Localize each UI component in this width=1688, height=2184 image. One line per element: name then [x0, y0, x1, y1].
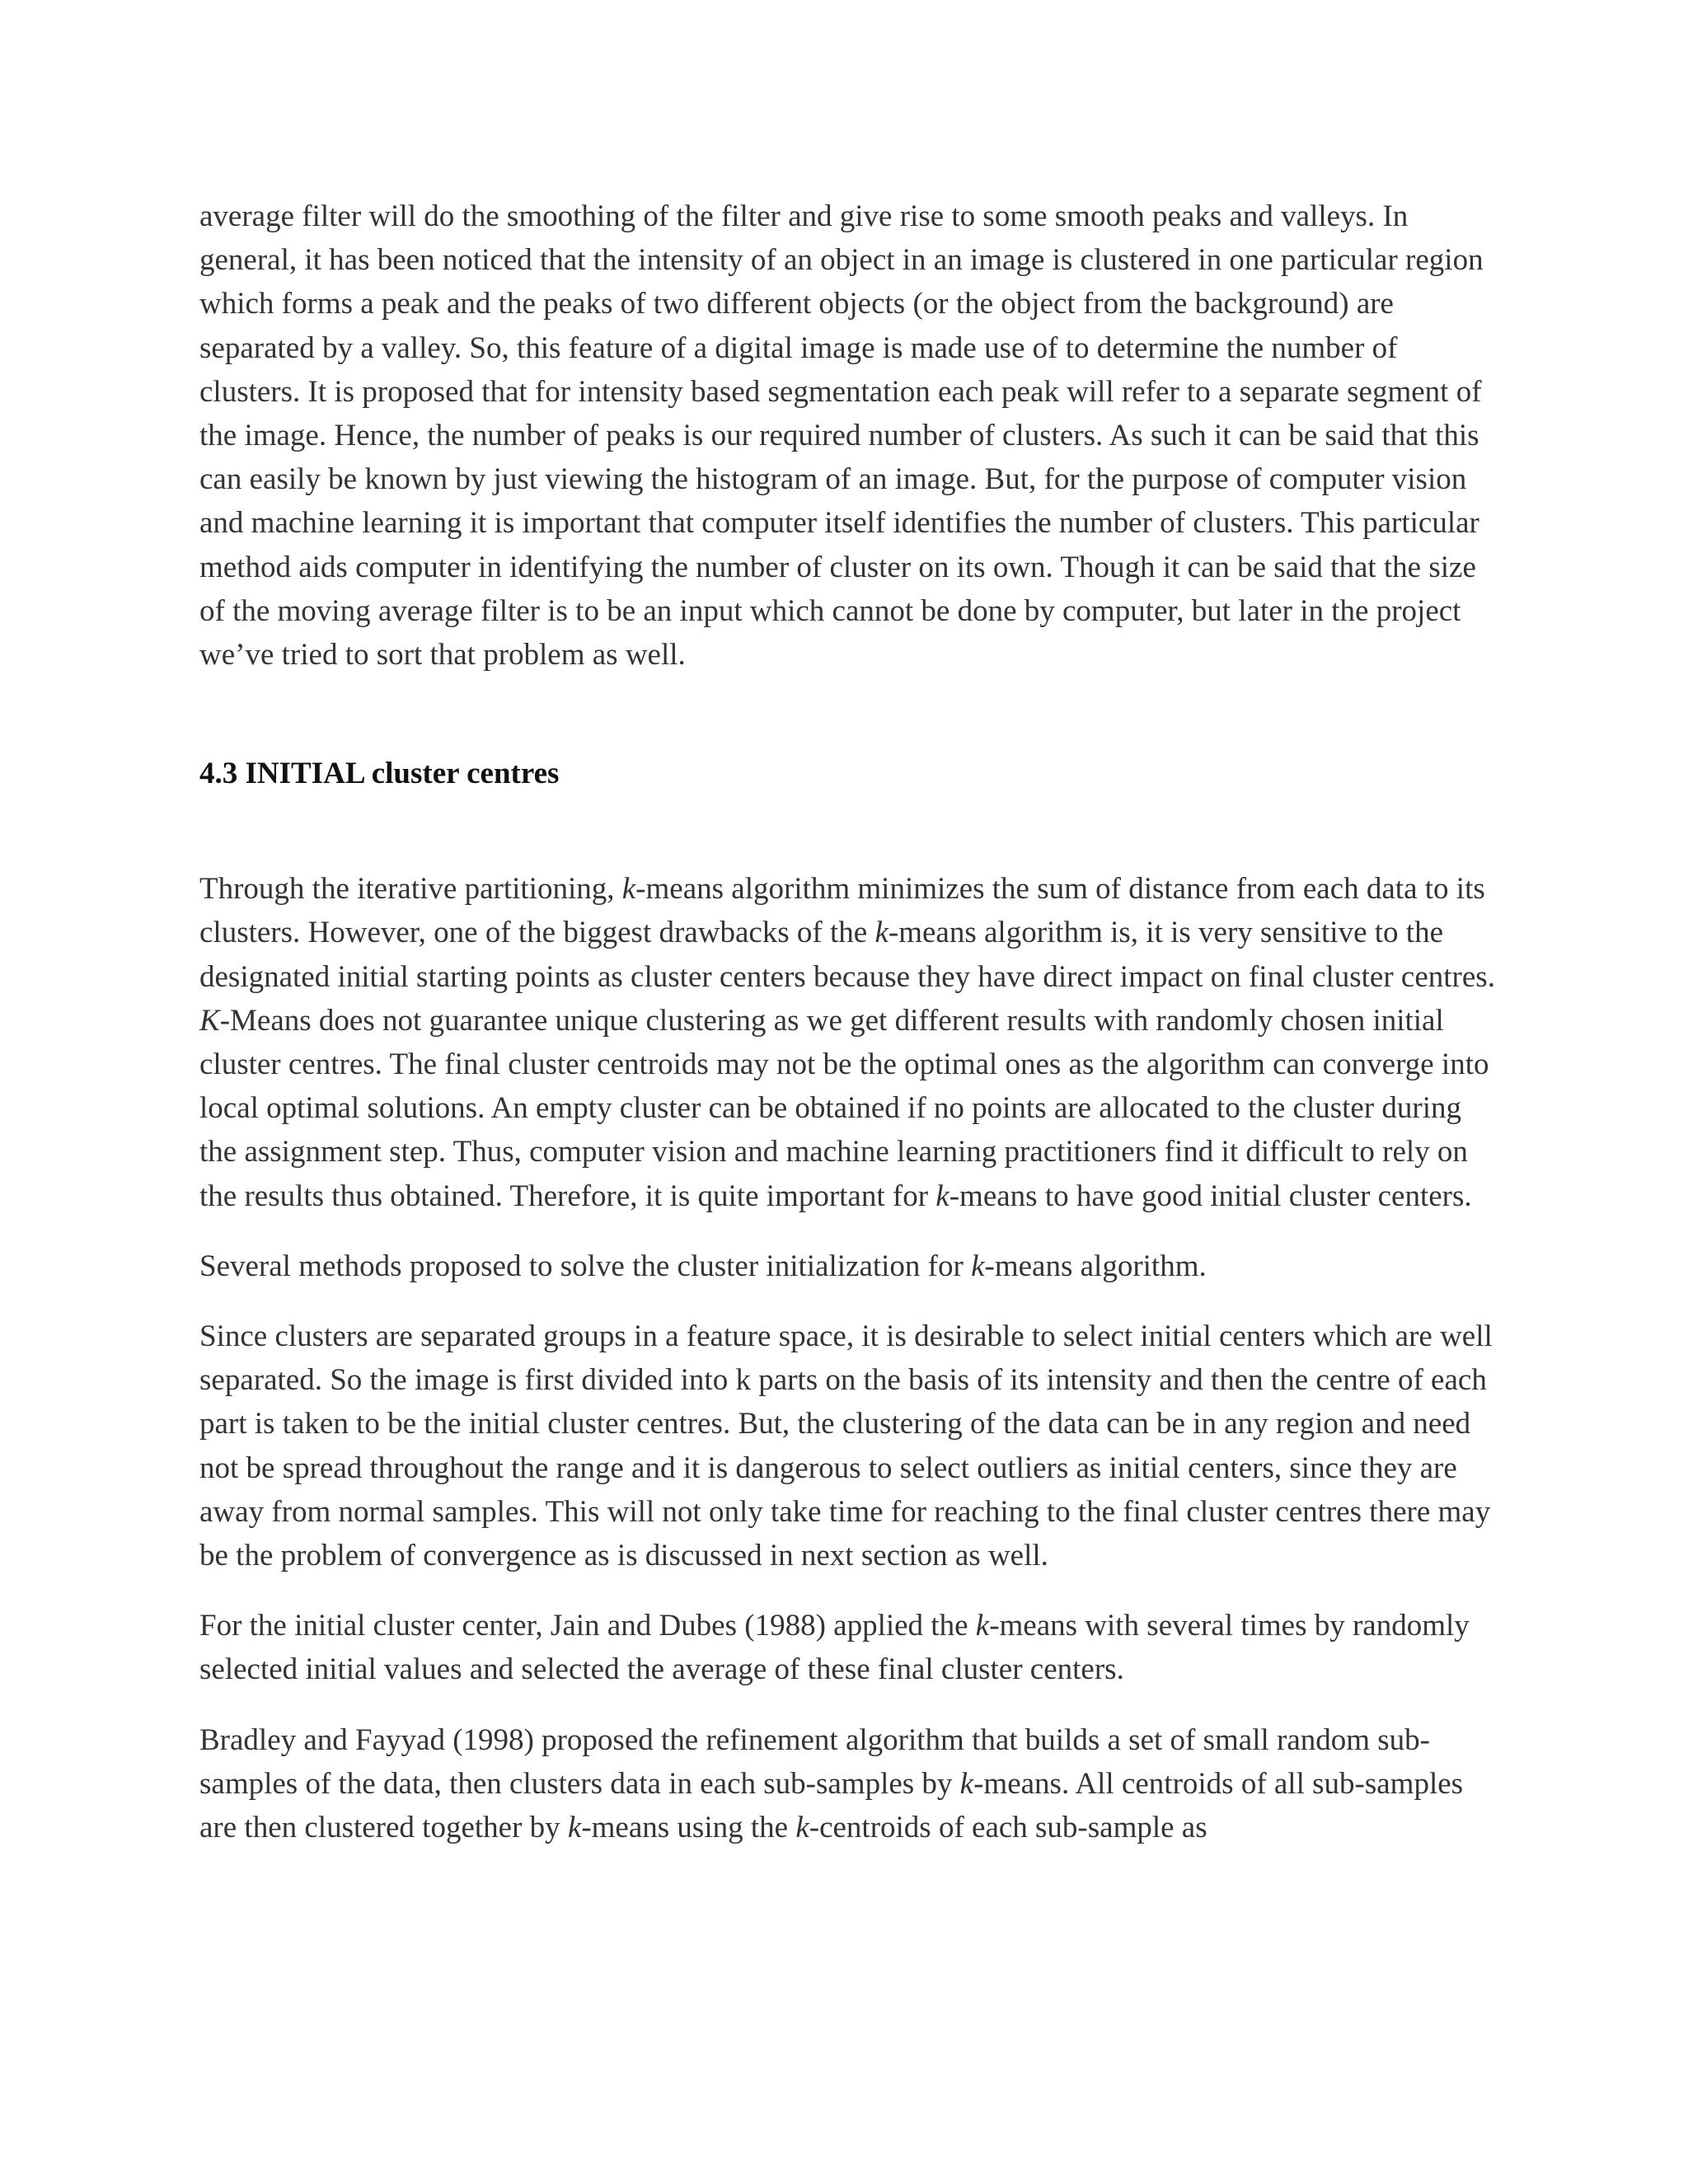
text-run: -means to have good initial cluster centers.: [949, 1179, 1472, 1213]
paragraph-bradley-fayyad: [199, 1718, 1502, 1850]
text-run: -means. All centroids of all sub-samples are then clustered together by: [199, 1766, 1464, 1845]
paragraph-several-methods: [199, 1244, 1502, 1288]
text-run: -means using the: [581, 1811, 796, 1845]
italic-k: k: [971, 1249, 985, 1283]
paragraph-separated-groups: Since clusters are separated groups in a feature space, it is desirable to select initial centers which are well separated. So the image is first divided into k parts on the basis of its intensity and then the centre of each part is taken to be the initial cluster centres. But, the clustering of the data can be in any region and need not be spread throughout the range and it is dangerous to select outliers as initial centers, since they are away from normal samples. This will not only take time for reaching to the final cluster centres there may be the problem of convergence as is discussed in next section as well.: [199, 1319, 1493, 1573]
text-run: Through the iterative partitioning,: [199, 872, 622, 907]
text-run: -centroids of each sub-sample as: [809, 1811, 1207, 1845]
italic-k: k: [874, 916, 889, 950]
italic-k: k: [621, 872, 636, 907]
text-run: -means algorithm is, it is very sensitive to the designated initial starting points as cluster centers because they have direct impact on final cluster centres.: [199, 916, 1495, 994]
text-run: -means algorithm minimizes the sum of distance from each data to its clusters. However, one of the biggest drawbacks of the: [199, 872, 1485, 950]
italic-k: k: [795, 1811, 809, 1845]
text-run: For the initial cluster center, Jain and Dubes (1988) applied the: [199, 1609, 976, 1643]
paragraph-jain-dubes: [199, 1604, 1502, 1691]
italic-k: k: [567, 1811, 582, 1845]
document-page: [199, 194, 1502, 1849]
text-run: -means algorithm.: [984, 1249, 1207, 1283]
text-run: Several methods proposed to solve the cluster initialization for: [199, 1249, 972, 1283]
paragraph-moving-average: average filter will do the smoothing of the filter and give rise to some smooth peaks and valleys. In general, it has been noticed that the intensity of an object in an image is clustered in one particular region which forms a peak and the peaks of two different objects (or the object from the background) are separated by a valley. So, this feature of a digital image is made use of to determine the number of clusters. It is proposed that for intensity based segmentation each peak will refer to a separate segment of the image. Hence, the number of peaks is our required number of clusters. As such it can be said that this can easily be known by just viewing the histogram of an image. But, for the purpose of computer vision and machine learning it is important that computer itself identifies the number of clusters. This particular method aids computer in identifying the number of cluster on its own. Though it can be said that the size of the moving average filter is to be an input which cannot be done by computer, but later in the project we’ve tried to sort that problem as well.: [199, 199, 1484, 673]
section-heading: 4.3 INITIAL cluster centres: [199, 757, 560, 791]
italic-k: k: [935, 1179, 950, 1213]
text-run: Bradley and Fayyad (1998) proposed the refinement algorithm that builds a set of small random sub-samples of the data, then clusters data in each sub-samples by: [199, 1722, 1431, 1801]
paragraph-iterative-partitioning: [199, 867, 1502, 1218]
italic-k: K: [199, 1003, 220, 1038]
text-run: -means with several times by randomly selected initial values and selected the average of these final cluster centers.: [199, 1609, 1470, 1687]
text-run: -Means does not guarantee unique clustering as we get different results with randomly chosen initial cluster centres. The final cluster centroids may not be the optimal ones as the algorithm can converge into local optimal solutions. An empty cluster can be obtained if no points are allocated to the cluster during the assignment step. Thus, computer vision and machine learning practitioners find it difficult to rely on the results thus obtained. Therefore, it is quite important for: [199, 1003, 1489, 1213]
italic-k: k: [959, 1766, 974, 1801]
italic-k: k: [975, 1609, 990, 1643]
